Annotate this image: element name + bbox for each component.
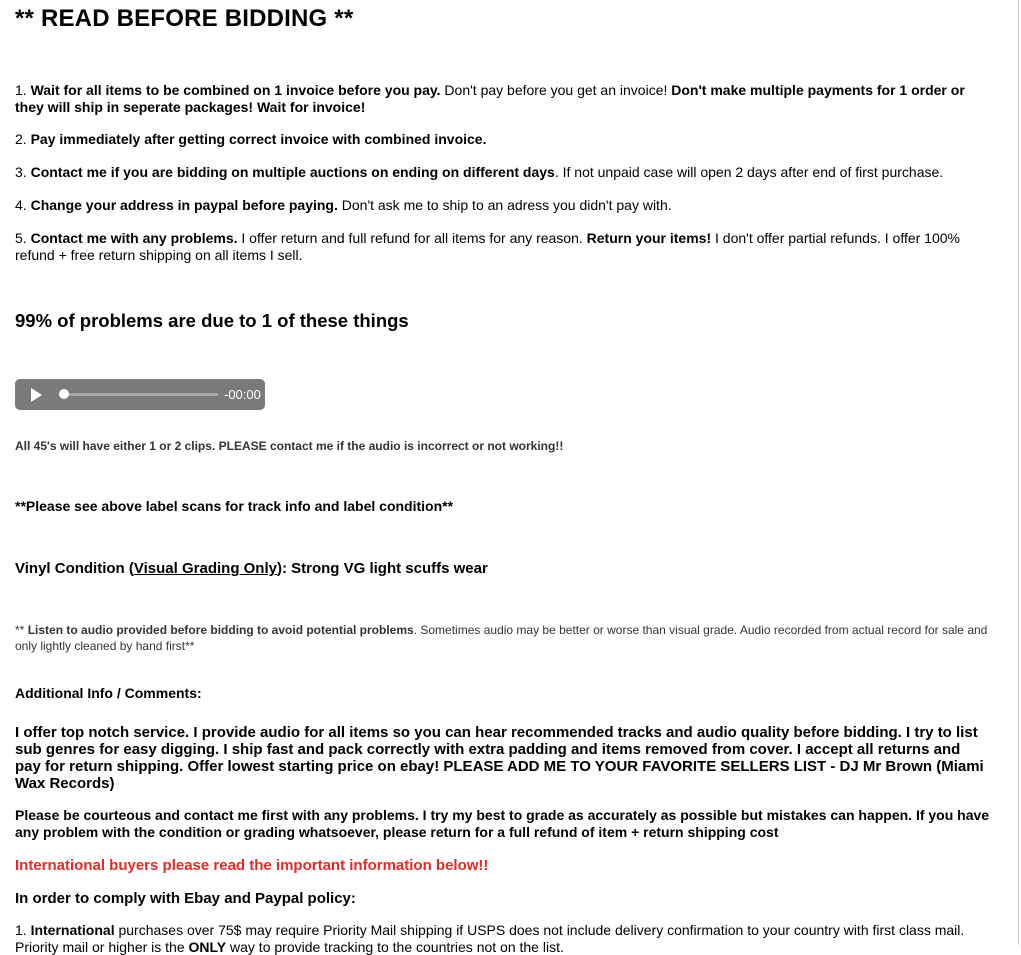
scans-note: **Please see above label scans for track info and label condition** — [15, 498, 454, 514]
rule-5: 5. Contact me with any problems. I offer return and full refund for all items for any reason. Return your items! I don't offer partial refunds. I offer 100% refund + free return shipping on all items I sell. — [15, 230, 960, 263]
seek-handle[interactable] — [59, 389, 69, 399]
play-icon[interactable] — [31, 388, 42, 402]
rule-2: 2. Pay immediately after getting correct invoice with combined invoice. — [15, 131, 487, 147]
international-rule: 1. International purchases over 75$ may require Priority Mail shipping if USPS does not include delivery confirmation to your country with first class mail. Priority mail or higher is the ONLY way to provide tracking to the countries not on the list. — [15, 922, 965, 955]
vinyl-condition: Vinyl Condition (Visual Grading Only): Strong VG light scuffs wear — [15, 560, 488, 577]
service-text: I offer top notch service. I provide audio for all items so you can hear recommended tracks and audio quality before bidding. I try to list sub genres for easy digging. I ship fast and pack correctly with extra padding and items removed from cover. I accept all returns and pay for return shipping. Offer lowest starting price on ebay! PLEASE ADD ME TO YOUR FAVORITE SELLERS LIST - DJ Mr Brown (Miami Wax Records) — [15, 724, 984, 792]
courteous-text: Please be courteous and contact me first with any problems. I try my best to grade as accurately as possible but mistakes can happen. If you have any problem with the condition or grading whatsoever, please return for a full refund of item + return shipping cost — [15, 807, 990, 840]
additional-info-heading: Additional Info / Comments: — [15, 685, 202, 701]
clips-note: All 45's will have either 1 or 2 clips. PLEASE contact me if the audio is incorrect or not working!! — [15, 439, 564, 453]
visual-grading-link[interactable]: Visual Grading Only — [133, 560, 277, 577]
rule-3: 3. Contact me if you are bidding on multiple auctions on ending on different days. If not unpaid case will open 2 days after end of first purchase. — [15, 164, 944, 180]
page-title: ** READ BEFORE BIDDING ** — [15, 5, 354, 32]
listen-note: ** Listen to audio provided before bidding to avoid potential problems. Sometimes audio may be better or worse than visual grade. Audio recorded from actual record for sale and only lightly cleaned by hand first** — [15, 623, 988, 653]
rule-4: 4. Change your address in paypal before paying. Don't ask me to ship to an adress you didn't pay with. — [15, 197, 672, 213]
rule-1: 1. Wait for all items to be combined on 1 invoice before you pay. Don't pay before you get an invoice! Don't make multiple payments for 1 order or they will ship in seperate packages! Wait for invoice! — [15, 82, 965, 115]
international-warning: International buyers please read the important information below!! — [15, 857, 489, 874]
seek-bar[interactable] — [63, 393, 218, 396]
problems-heading: 99% of problems are due to 1 of these things — [15, 310, 409, 331]
time-remaining: -00:00 — [224, 387, 261, 402]
comply-heading: In order to comply with Ebay and Paypal policy: — [15, 890, 356, 907]
audio-player[interactable] — [15, 379, 265, 410]
